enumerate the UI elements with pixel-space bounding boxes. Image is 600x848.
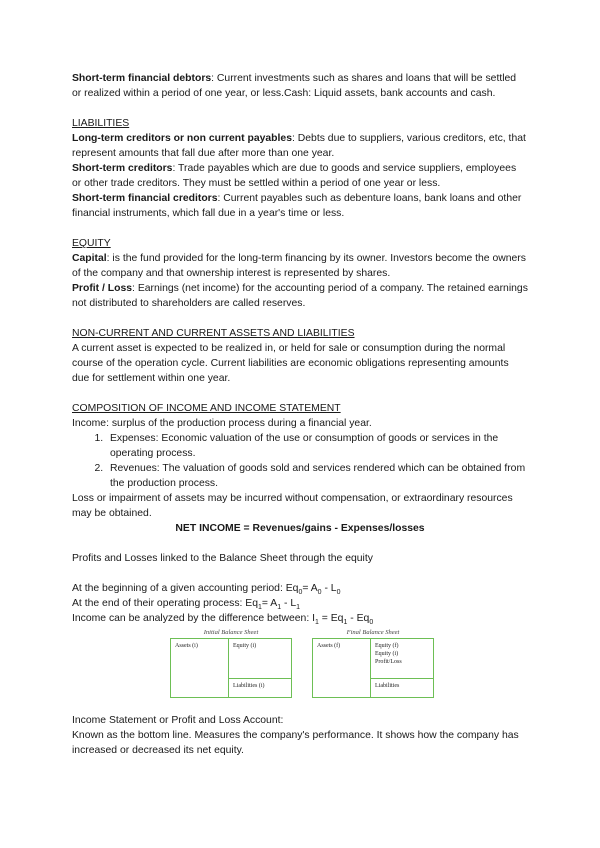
text: - Eq xyxy=(347,613,370,624)
text: = A xyxy=(261,598,278,609)
net-income-formula xyxy=(72,521,528,536)
equity-item xyxy=(72,281,528,311)
liabilities-cell: Liabilities (i) xyxy=(233,683,265,689)
equity-heading: EQUITY xyxy=(72,238,111,249)
equity-line: Equity (i) xyxy=(375,651,399,657)
definition: : Debts due to suppliers, various creditors, etc, that represent amounts that fall due after more than one year. xyxy=(72,133,526,159)
subscript: 0 xyxy=(317,589,322,597)
diagram-caption: Initial Balance Sheet xyxy=(203,629,259,636)
term: Short-term creditors xyxy=(72,163,173,174)
income-intro: Income: surplus of the production process during a financial year. xyxy=(72,418,372,429)
subscript: 1 xyxy=(277,604,282,612)
subscript: 0 xyxy=(336,589,341,597)
list-item: 1. Expenses: Economic valuation of the use or consumption of goods or services in the operating process. xyxy=(106,431,528,461)
noncurrent-text: A current asset is expected to be realized in, or held for sale or consumption during the normal course of the operation cycle. Current liabilities are economic obligations representing amounts due for settlement within one year. xyxy=(72,343,509,384)
definition: : is the fund provided for the long-term financing by its owner. Investors become the owners of the company and that ownership interest is represented by shares. xyxy=(72,253,526,279)
equity-cell: Equity (i) xyxy=(229,639,291,679)
definition: : Trade payables which are due to goods and service suppliers, employees or other trade creditors. They must be settled within a period of one year or less. xyxy=(72,163,517,189)
assets-cell: Assets (f) xyxy=(313,639,371,697)
assets-paragraph xyxy=(72,71,528,101)
term: Long-term creditors or non current payables xyxy=(72,133,292,144)
diagram-box xyxy=(312,638,434,698)
equity-cell xyxy=(371,639,433,679)
loss-text: Loss or impairment of assets may be incurred without compensation, or extraordinary resources may be obtained. xyxy=(72,493,513,519)
diagram-caption: Final Balance Sheet xyxy=(346,629,400,636)
definition: : Earnings (net income) for the accounting period of a company. The retained earnings not distributed to shareholders are called reserves. xyxy=(72,283,528,309)
equity-line: Equity (f) xyxy=(375,643,399,649)
end-formula xyxy=(72,596,528,611)
subscript: 1 xyxy=(343,619,348,627)
begin-formula xyxy=(72,581,528,596)
liabilities-cell: Liabilities xyxy=(375,683,400,689)
formula: NET INCOME = Revenues/gains - Expenses/losses xyxy=(175,523,425,534)
subscript: 0 xyxy=(369,619,374,627)
liability-item xyxy=(72,161,528,191)
text: Income can be analyzed by the difference between: I xyxy=(72,613,315,624)
definition: : Current investments such as shares and loans that will be settled or realized within a period of one year, or less.Cash: Liquid assets, bank accounts and cash. xyxy=(72,73,517,99)
document-page xyxy=(72,71,528,758)
text: - L xyxy=(281,598,297,609)
profit-line: Profit/Loss xyxy=(375,659,402,665)
liability-item xyxy=(72,131,528,161)
text: At the end of their operating process: Eq xyxy=(72,598,258,609)
initial-balance-sheet xyxy=(170,628,292,698)
list-item: 2. Revenues: The valuation of goods sold and services rendered which can be obtained from the production process. xyxy=(106,461,528,491)
diff-formula xyxy=(72,611,528,626)
statement-text: Known as the bottom line. Measures the company's performance. It shows how the company has increased or decreased its net equity. xyxy=(72,730,519,756)
term: Profit / Loss xyxy=(72,283,133,294)
liabilities-heading: LIABILITIES xyxy=(72,118,130,129)
text: = Eq xyxy=(318,613,344,624)
subscript: 1 xyxy=(296,604,301,612)
text: At the beginning of a given accounting period: Eq xyxy=(72,583,299,594)
subscript: 0 xyxy=(298,589,303,597)
term: Capital xyxy=(72,253,107,264)
final-balance-sheet xyxy=(312,628,434,698)
liability-item xyxy=(72,191,528,221)
statement-title: Income Statement or Profit and Loss Account: xyxy=(72,715,284,726)
diagram-box xyxy=(170,638,292,698)
text: = A xyxy=(302,583,318,594)
linked-text: Profits and Losses linked to the Balance Sheet through the equity xyxy=(72,553,373,564)
noncurrent-heading: NON-CURRENT AND CURRENT ASSETS AND LIABILITIES xyxy=(72,328,355,339)
balance-sheet-diagrams xyxy=(170,628,528,698)
assets-cell: Assets (i) xyxy=(171,639,229,697)
subscript: 1 xyxy=(315,619,319,627)
definition: : Current payables such as debenture loans, bank loans and other financial instruments, which fall due in a year's time or less. xyxy=(72,193,522,219)
term: Short-term financial creditors xyxy=(72,193,218,204)
term: Short-term financial debtors xyxy=(72,73,212,84)
text: - L xyxy=(321,583,337,594)
equity-item xyxy=(72,251,528,281)
subscript: 1 xyxy=(258,604,262,612)
income-list xyxy=(72,431,528,491)
income-heading: COMPOSITION OF INCOME AND INCOME STATEMENT xyxy=(72,403,341,414)
